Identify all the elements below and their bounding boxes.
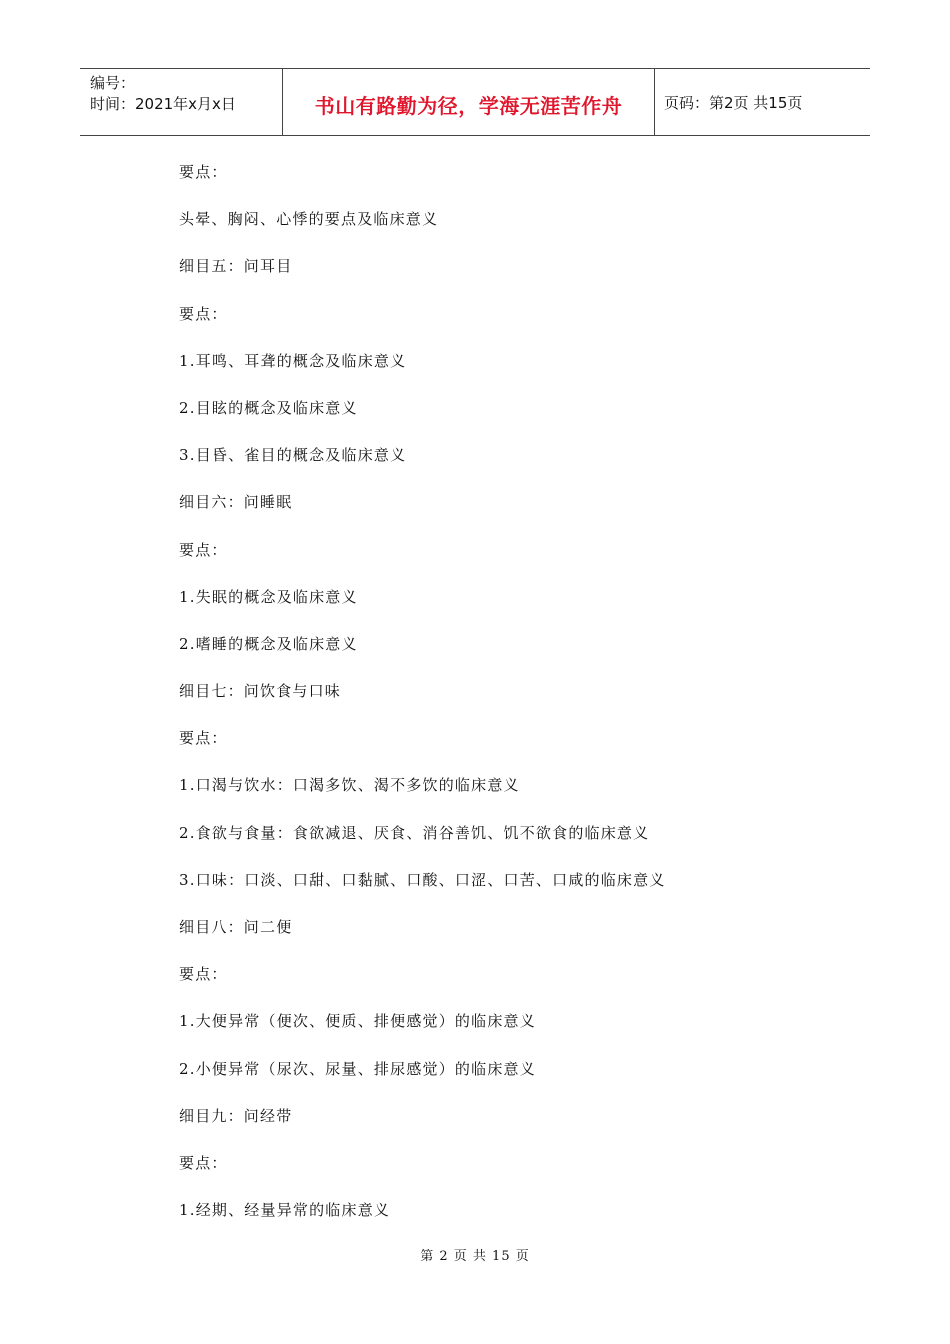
list-item: 2.小便异常（尿次、尿量、排尿感觉）的临床意义 <box>179 1059 536 1078</box>
document-date: 时间：2021年x月x日 <box>90 95 236 113</box>
header-page-info: 页码：第2页 共15页 <box>664 93 803 112</box>
body-line: 要点： <box>179 729 228 748</box>
section-heading: 细目九：问经带 <box>179 1106 293 1125</box>
list-item: 3.口味：口淡、口甜、口黏腻、口酸、口涩、口苦、口咸的临床意义 <box>179 870 666 889</box>
list-item: 1.经期、经量异常的临床意义 <box>179 1201 391 1220</box>
list-item: 1.耳鸣、耳聋的概念及临床意义 <box>179 351 407 370</box>
header-motto: 书山有路勤为径，学海无涯苦作舟 <box>314 93 623 118</box>
section-heading: 细目六：问睡眠 <box>179 493 293 512</box>
body-line: 要点： <box>179 540 228 559</box>
body-line: 要点： <box>179 1153 228 1172</box>
header-meta <box>80 69 282 135</box>
list-item: 1.失眠的概念及临床意义 <box>179 587 358 606</box>
body-line: 要点： <box>179 965 228 984</box>
footer-page-number: 第 2 页 共 15 页 <box>420 1249 530 1264</box>
body-line: 要点： <box>179 304 228 323</box>
list-item: 3.目昏、雀目的概念及临床意义 <box>179 446 407 465</box>
document-number-label: 编号： <box>90 74 136 92</box>
list-item: 2.目眩的概念及临床意义 <box>179 398 358 417</box>
list-item: 2.食欲与食量：食欲减退、厌食、消谷善饥、饥不欲食的临床意义 <box>179 823 650 842</box>
body-line: 要点： <box>179 163 228 181</box>
section-heading: 细目五：问耳目 <box>179 257 293 276</box>
body-line: 头晕、胸闷、心悸的要点及临床意义 <box>179 210 439 229</box>
list-item: 1.大便异常（便次、便质、排便感觉）的临床意义 <box>179 1012 536 1031</box>
header-motto-cell <box>282 69 655 135</box>
list-item: 1.口渴与饮水：口渴多饮、渴不多饮的临床意义 <box>179 776 520 795</box>
section-heading: 细目七：问饮食与口味 <box>179 682 342 701</box>
page-footer <box>0 1245 950 1264</box>
list-item: 2.嗜睡的概念及临床意义 <box>179 634 358 653</box>
section-heading: 细目八：问二便 <box>179 918 293 936</box>
header-page-info-cell <box>655 69 870 135</box>
document-body <box>179 160 799 1245</box>
page-header <box>80 68 870 136</box>
